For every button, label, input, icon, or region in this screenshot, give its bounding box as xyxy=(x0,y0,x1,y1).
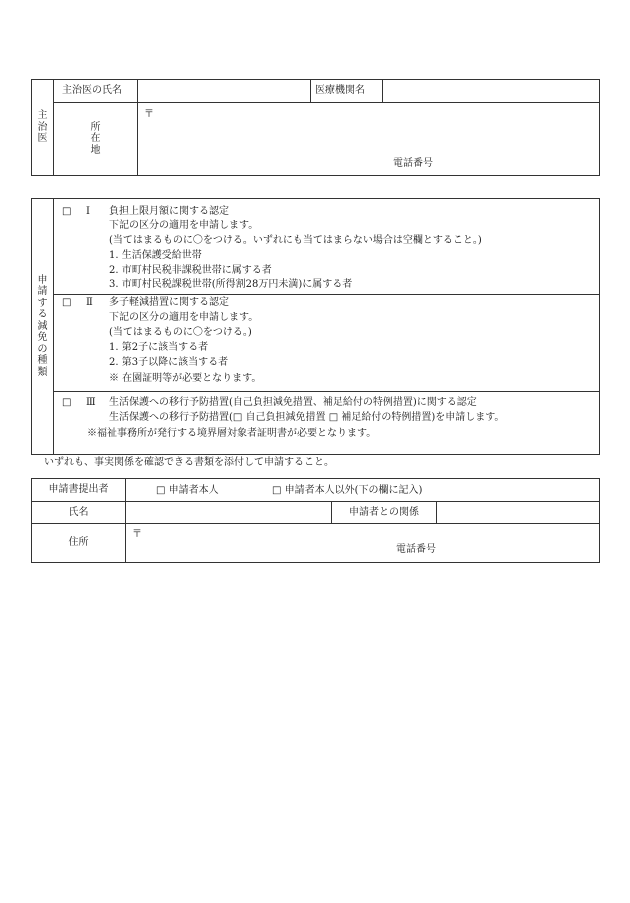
section-2-note: ※ 在園証明等が必要となります。 xyxy=(109,373,262,384)
relation-label: 申請者との関係 xyxy=(332,502,437,524)
doctor-postal-mark: 〒 xyxy=(144,109,154,120)
section-1-numeral: Ⅰ xyxy=(86,206,90,217)
submitter-other-option[interactable]: □ 申請者本人以外(下の欄に記入) xyxy=(272,485,423,496)
applicant-table xyxy=(31,478,600,563)
reduction-section-label-cell xyxy=(32,199,54,455)
institution-field[interactable] xyxy=(383,80,600,103)
relation-field[interactable] xyxy=(437,502,600,524)
attachment-note: いずれも、事実関係を確認できる書類を添付して申請すること。 xyxy=(44,457,334,468)
section-3-numeral: Ⅲ xyxy=(86,397,96,408)
doctor-table xyxy=(31,79,600,176)
section-2-numeral: Ⅱ xyxy=(86,297,93,308)
section-2-option-2[interactable]: 2. 第3子以降に該当する者 xyxy=(109,357,229,368)
applicant-name-field[interactable] xyxy=(126,502,332,524)
applicant-address-field[interactable] xyxy=(126,524,600,563)
section-1-checkbox[interactable]: □ xyxy=(62,206,72,217)
section-3-title: 生活保護への移行予防措置(自己負担減免措置、補足給付の特例措置)に関する認定 xyxy=(109,397,477,408)
doctor-name-label: 主治医の氏名 xyxy=(54,80,138,103)
section-1-option-2[interactable]: 2. 市町村民税非課税世帯に属する者 xyxy=(109,265,272,276)
applicant-address-label: 住所 xyxy=(32,524,126,563)
section-1-title: 負担上限月額に関する認定 xyxy=(109,206,229,217)
section-1-line-1: 下記の区分の適用を申請します。 xyxy=(109,220,259,231)
section-1-option-1[interactable]: 1. 生活保護受給世帯 xyxy=(109,250,202,261)
reduction-section-1 xyxy=(54,199,600,295)
reduction-types-table xyxy=(31,198,600,455)
section-1-line-2: (当てはまるものに〇をつける。いずれにも当てはまらない場合は空欄とすること。) xyxy=(109,235,482,246)
section-3-checkbox[interactable]: □ xyxy=(62,397,72,408)
submitter-options xyxy=(126,479,600,502)
doctor-phone-label: 電話番号 xyxy=(393,158,433,169)
section-2-title: 多子軽減措置に関する認定 xyxy=(109,297,229,308)
section-2-option-1[interactable]: 1. 第2子に該当する者 xyxy=(109,342,209,353)
applicant-name-label: 氏名 xyxy=(32,502,126,524)
reduction-section-3 xyxy=(54,392,600,455)
section-2-line-1: 下記の区分の適用を申請します。 xyxy=(109,312,259,323)
section-3-note: ※福祉事務所が発行する境界層対象者証明書が必要となります。 xyxy=(87,428,377,439)
reduction-section-2 xyxy=(54,295,600,392)
section-3-line-1[interactable]: 生活保護への移行予防措置(□ 自己負担減免措置 □ 補足給付の特例措置)を申請します。 xyxy=(109,412,505,423)
applicant-phone-label: 電話番号 xyxy=(396,544,436,555)
applicant-postal-mark: 〒 xyxy=(132,529,142,540)
section-1-option-3[interactable]: 3. 市町村民税課税世帯(所得割28万円未満)に属する者 xyxy=(109,279,353,290)
institution-label: 医療機関名 xyxy=(311,80,383,103)
doctor-section-label: 主治医 xyxy=(37,110,48,144)
section-2-line-2: (当てはまるものに〇をつける。) xyxy=(109,327,252,338)
reduction-section-label: 申請する減免の種類 xyxy=(37,274,48,378)
doctor-address-field[interactable] xyxy=(138,103,600,176)
doctor-name-field[interactable] xyxy=(138,80,311,103)
section-2-checkbox[interactable]: □ xyxy=(62,297,72,308)
doctor-section-label-cell xyxy=(32,80,54,176)
submitter-self-option[interactable]: □ 申請者本人 xyxy=(156,485,219,496)
doctor-address-label: 所在地 xyxy=(90,121,101,156)
submitter-label: 申請書提出者 xyxy=(32,479,126,502)
doctor-address-label-cell xyxy=(54,103,138,176)
